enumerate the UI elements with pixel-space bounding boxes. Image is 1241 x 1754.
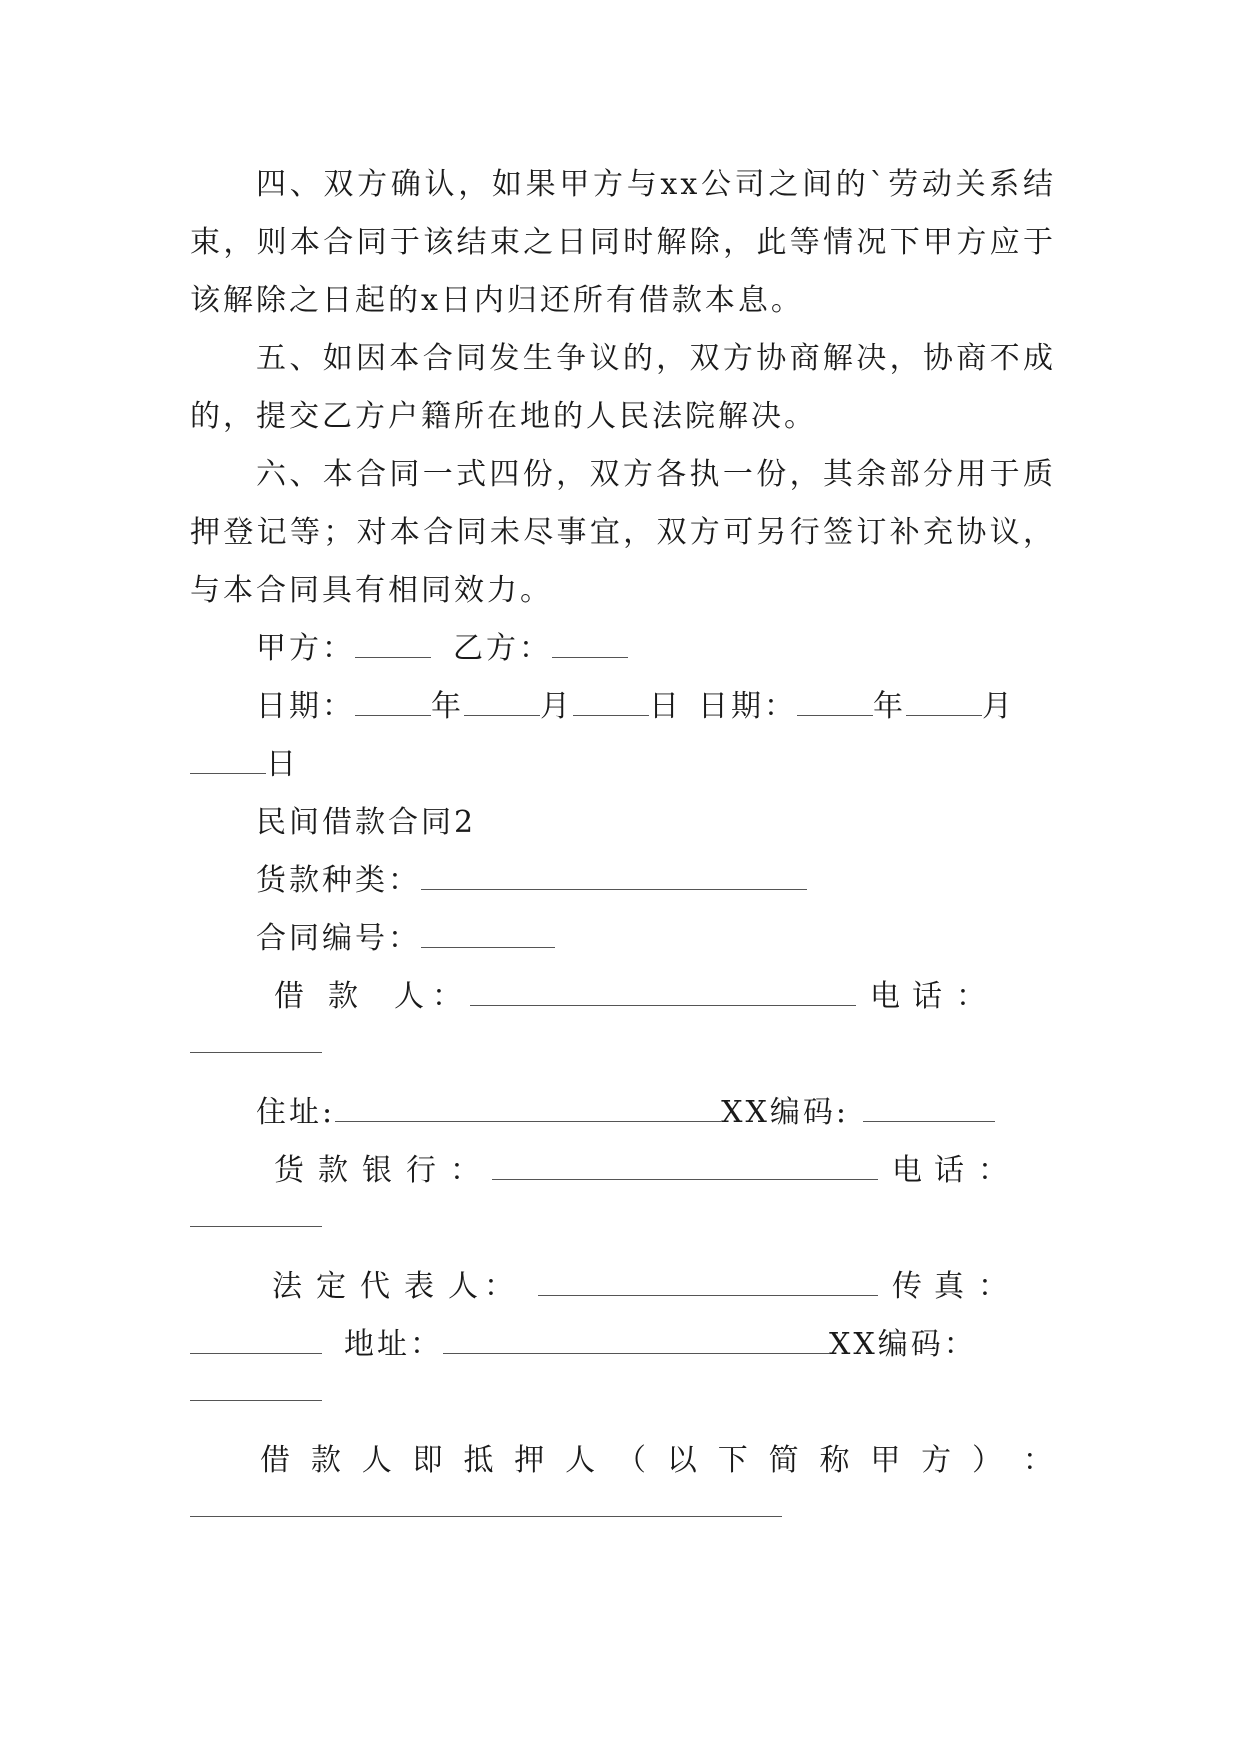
postcode-blank xyxy=(863,1095,995,1122)
mortgagor-char: 甲 xyxy=(870,1443,904,1478)
postcode2-blank xyxy=(190,1374,322,1401)
borrower-row: 借 款 人 ： 电 话 ： xyxy=(274,979,989,1014)
mortgagor-char: 方 xyxy=(921,1443,955,1478)
fax-address-row xyxy=(190,1316,1056,1374)
loan-type-blank xyxy=(421,863,807,890)
mortgagor-char: 称 xyxy=(819,1443,853,1478)
loan-type-label: 货款种类： xyxy=(256,863,421,898)
postcode2-label: XX编码： xyxy=(829,1327,977,1362)
bank-row: 货 款 银 行 ： 电 话 ： xyxy=(274,1153,1011,1188)
mortgagor-char: 人 xyxy=(565,1443,599,1478)
day-label-a: 日 xyxy=(649,689,682,724)
legal-rep-blank xyxy=(538,1269,878,1296)
contract-no-blank xyxy=(421,921,555,948)
bank-blank xyxy=(492,1153,878,1180)
mortgagor-blank xyxy=(190,1490,782,1517)
bank-phone-cont xyxy=(190,1200,1056,1258)
mortgagor-row xyxy=(190,1432,1056,1490)
postcode2-cont xyxy=(190,1374,1056,1432)
party-b-blank xyxy=(552,631,628,658)
postcode-label: XX编码: xyxy=(721,1095,849,1130)
mortgagor-char: 以 xyxy=(666,1443,700,1478)
legal-rep-row: 法 定 代 表 人 ： 传 真 ： xyxy=(272,1269,1011,1304)
address-row xyxy=(190,1084,1056,1142)
borrower-phone-blank xyxy=(190,1026,322,1053)
mortgagor-char: 款 xyxy=(310,1443,344,1478)
clause-6: 六、本合同一式四份，双方各执一份，其余部分用于质押登记等；对本合同未尽事宜，双方可另行签订补充协议，与本合同具有相同效力。 xyxy=(190,457,1056,608)
month-label-a: 月 xyxy=(540,689,573,724)
clause-5: 五、如因本合同发生争议的，双方协商解决，协商不成的，提交乙方户籍所在地的人民法院解决。 xyxy=(190,341,1056,434)
mortgagor-char: （ xyxy=(616,1443,650,1478)
year-label-b: 年 xyxy=(873,689,906,724)
day-label-b: 日 xyxy=(266,747,299,782)
year-label-a: 年 xyxy=(431,689,464,724)
address2-blank xyxy=(443,1327,829,1354)
address-label: 住址: xyxy=(256,1095,336,1130)
signature-parties xyxy=(190,620,1056,678)
address2-label: 地址： xyxy=(344,1327,443,1362)
mortgagor-char: 简 xyxy=(768,1443,802,1478)
clause-4: 四、双方确认，如果甲方与xx公司之间的`劳动关系结束，则本合同于该结束之日同时解除，此等情况下甲方应于该解除之日起的x日内归还所有借款本息。 xyxy=(190,167,1056,318)
signature-dates xyxy=(190,678,1056,736)
mortgagor-char: 押 xyxy=(514,1443,548,1478)
contract2-title xyxy=(190,794,1056,852)
party-a-label: 甲方： xyxy=(256,631,355,666)
date-label-b: 日期： xyxy=(698,689,797,724)
party-a-blank xyxy=(355,631,431,658)
contract-no-label: 合同编号： xyxy=(256,921,421,956)
borrower-phone-cont xyxy=(190,1026,1056,1084)
bank-phone-blank xyxy=(190,1200,322,1227)
fax-blank xyxy=(190,1327,322,1354)
mortgagor-char: ： xyxy=(1022,1443,1056,1478)
mortgagor-char: 借 xyxy=(260,1443,293,1478)
document-body xyxy=(190,156,1056,1548)
mortgagor-cont xyxy=(190,1490,1056,1548)
contract-no-row xyxy=(190,910,1056,968)
borrower-blank xyxy=(470,979,856,1006)
contract2-title-text: 民间借款合同2 xyxy=(256,805,477,840)
mortgagor-char: 即 xyxy=(412,1443,446,1478)
mortgagor-char: 抵 xyxy=(463,1443,497,1478)
date-label-a: 日期： xyxy=(256,689,355,724)
month-label-b: 月 xyxy=(982,689,1015,724)
party-b-label: 乙方： xyxy=(453,631,552,666)
mortgagor-char: ） xyxy=(972,1443,1006,1478)
loan-type-row xyxy=(190,852,1056,910)
signature-dates-cont xyxy=(190,736,1056,794)
address-blank xyxy=(335,1095,721,1122)
mortgagor-char: 人 xyxy=(361,1443,395,1478)
mortgagor-char: 下 xyxy=(717,1443,751,1478)
